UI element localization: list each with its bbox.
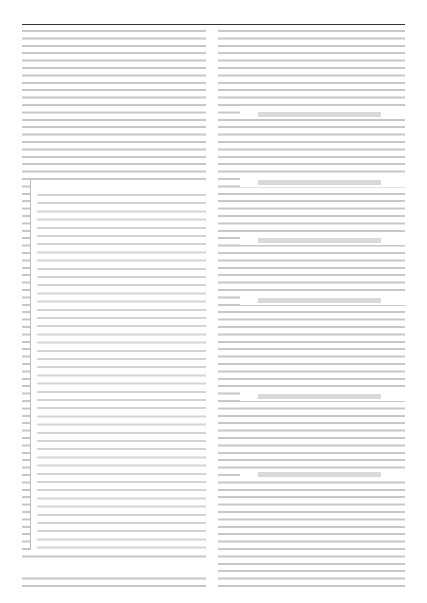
equation-block xyxy=(240,178,405,187)
left-column xyxy=(22,30,206,591)
section-heading xyxy=(22,558,206,572)
equation-block xyxy=(240,470,405,479)
equation-block xyxy=(240,236,405,245)
right-column xyxy=(218,30,405,591)
algorithm-lines xyxy=(37,194,206,550)
equation-block xyxy=(240,296,405,305)
algorithm-box xyxy=(30,180,206,550)
equation-block xyxy=(240,392,405,401)
equation-block xyxy=(240,110,405,119)
running-head xyxy=(22,12,405,25)
